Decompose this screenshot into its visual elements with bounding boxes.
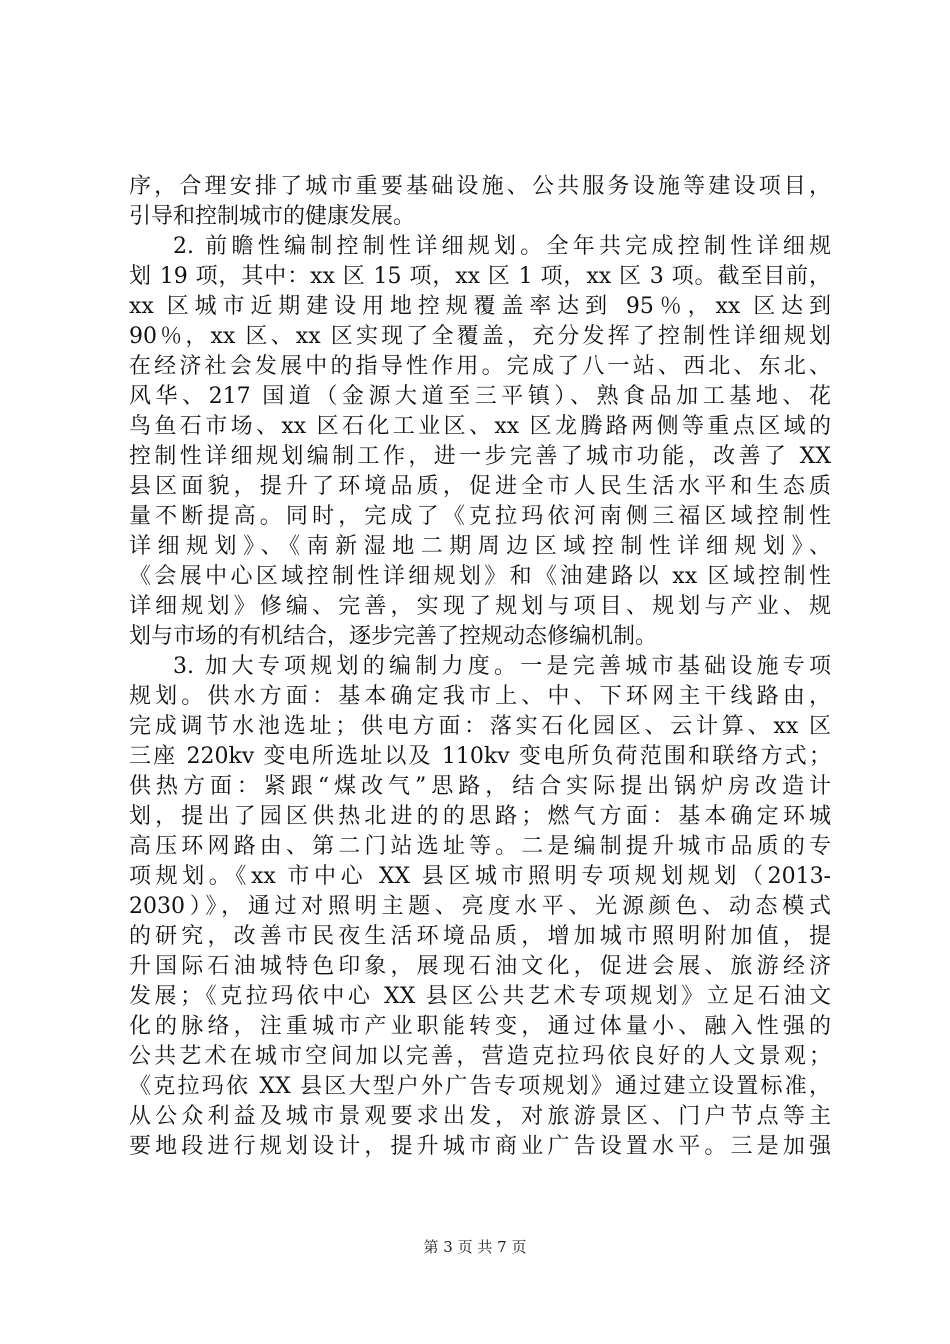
- paragraph-2-heading-line: 2. 前瞻性编制控制性详细规划。全年共完成控制性详细规: [173, 234, 831, 259]
- text-line: 划 19 项，其中：xx 区 15 项，xx 区 1 项，xx 区 3 项。截至目前，: [129, 264, 831, 289]
- text-line: 发展；《克拉玛依中心 XX 县区公共艺术专项规划》立足石油文: [129, 984, 831, 1009]
- text-line: 高压环网路由、第二门站选址等。二是编制提升城市品质的专: [129, 834, 831, 859]
- text-line: 从公众利益及城市景观要求出发，对旅游景区、门户节点等主: [129, 1104, 831, 1129]
- text-line: 详细规划》、《南新湿地二期周边区域控制性详细规划》、: [129, 534, 831, 559]
- text-line: xx 区城市近期建设用地控规覆盖率达到 95％，xx 区达到: [129, 294, 831, 319]
- text-line: 项规划。《xx 市中心 XX 县区城市照明专项规划规划（2013-: [129, 864, 831, 889]
- paragraph-3-heading-line: 3. 加大专项规划的编制力度。一是完善城市基础设施专项: [173, 654, 831, 679]
- text-line: 三座 220kv 变电所选址以及 110kv 变电所负荷范围和联络方式；: [129, 744, 831, 769]
- text-line: 控制性详细规划编制工作，进一步完善了城市功能，改善了 XX: [129, 444, 831, 469]
- text-line: 《会展中心区域控制性详细规划》和《油建路以 xx 区域控制性: [129, 564, 831, 589]
- text-line: 公共艺术在城市空间加以完善，营造克拉玛依良好的人文景观；: [129, 1044, 831, 1069]
- text-line: 县区面貌，提升了环境品质，促进全市人民生活水平和生态质: [129, 474, 831, 499]
- text-line: 鸟鱼石市场、xx 区石化工业区、xx 区龙腾路两侧等重点区域的: [129, 414, 831, 439]
- text-line: 完成调节水池选址；供电方面：落实石化园区、云计算、xx 区: [129, 714, 831, 739]
- text-line: 引导和控制城市的健康发展。: [129, 204, 416, 229]
- text-line: 化的脉络，注重城市产业职能转变，通过体量小、融入性强的: [129, 1014, 831, 1039]
- text-line: 规划。供水方面：基本确定我市上、中、下环网主干线路由，: [129, 684, 831, 709]
- page-number-footer: 第 3 页 共 7 页: [423, 1238, 527, 1256]
- text-line: 划与市场的有机结合，逐步完善了控规动态修编机制。: [129, 624, 658, 649]
- text-line: 在经济社会发展中的指导性作用。完成了八一站、西北、东北、: [129, 354, 831, 379]
- text-line: 2030）》，通过对照明主题、亮度水平、光源颜色、动态模式: [129, 894, 831, 919]
- text-line: 升国际石油城特色印象，展现石油文化，促进会展、旅游经济: [129, 954, 831, 979]
- text-line: 90％，xx 区、xx 区实现了全覆盖，充分发挥了控制性详细规划: [129, 324, 831, 349]
- body-text: [129, 172, 831, 1162]
- text-line: 量不断提高。同时，完成了《克拉玛依河南侧三福区域控制性: [129, 504, 831, 529]
- text-line: 供热方面：紧跟“煤改气”思路，结合实际提出锅炉房改造计: [129, 774, 831, 799]
- text-line: 序，合理安排了城市重要基础设施、公共服务设施等建设项目，: [129, 174, 831, 199]
- text-line: 要地段进行规划设计，提升城市商业广告设置水平。三是加强: [129, 1134, 831, 1159]
- text-line: 详细规划》修编、完善，实现了规划与项目、规划与产业、规: [129, 594, 831, 619]
- text-line: 划，提出了园区供热北进的的思路；燃气方面：基本确定环城: [129, 804, 831, 829]
- text-line: 的研究，改善市民夜生活环境品质，增加城市照明附加值，提: [129, 924, 831, 949]
- text-line: 《克拉玛依 XX 县区大型户外广告专项规划》通过建立设置标准，: [129, 1074, 831, 1099]
- text-line: 风华、217 国道（金源大道至三平镇）、熟食品加工基地、花: [129, 384, 831, 409]
